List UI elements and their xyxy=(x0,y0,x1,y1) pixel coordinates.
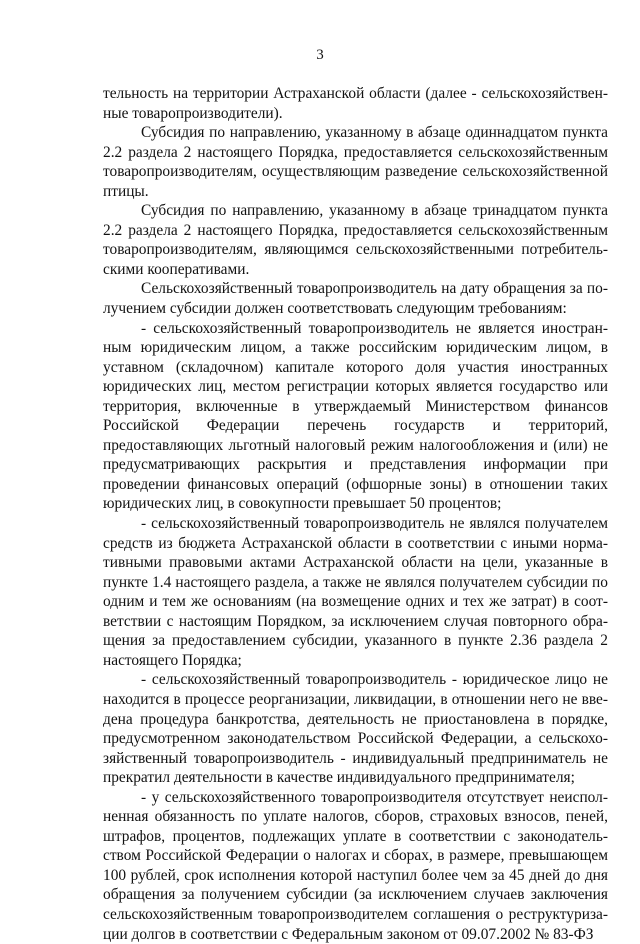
paragraph-requirement-foreign-entity: - сельскохозяйственный товаропроизводитель не является иностранным юридическим лицом, а также российским юридическим лицом, в уставном (складочном) капитале которого доля участия иностранных юридических лиц, местом регистрации которых является государство или территория, включенные в утверждаемый Министерством финансов Российской Федерации перечень государств и территорий, предоставляющих льготный налоговый режим налогообложения и (или) не предусматривающих раскрытия и представления информации при проведении финансовых операций (офшорные зоны) в отношении таких юридических лиц, в совокупности превышает 50 процентов; xyxy=(103,319,608,513)
page-number: 3 xyxy=(316,47,324,63)
paragraph-continuation: тельность на территории Астраханской области (далее - сельскохозяйственные товаропроизводители). xyxy=(103,85,608,122)
paragraph-poultry-subsidy: Субсидия по направлению, указанному в абзаце одиннадцатом пункта 2.2 раздела 2 настоящего Порядка, предоставляется сельскохозяйственным товаропроизводителям, осуществляющим разведение сельскохозяйственной птицы. xyxy=(103,124,608,200)
paragraph-requirement-reorganization: - сельскохозяйственный товаропроизводитель - юридическое лицо не находится в процессе реорганизации, ликвидации, в отношении него не введена процедура банкротства, деятельность не приостановлена в порядке, предусмотренном законодательством Российской Федерации, а сельскохозяйственный товаропроизводитель - индивидуальный предприниматель не прекратил деятельности в качестве индивидуального предпринимателя; xyxy=(103,671,608,787)
paragraph-requirements-intro: Сельскохозяйственный товаропроизводитель на дату обращения за получением субсидии должен соответствовать следующим требованиям: xyxy=(103,280,608,318)
paragraph-cooperative-subsidy: Субсидия по направлению, указанному в абзаце тринадцатом пункта 2.2 раздела 2 настоящего Порядка, предоставляется сельскохозяйственным товаропроизводителям, являющимся сельскохозяйственными потребительскими кооперативами. xyxy=(103,202,608,278)
paragraph-requirement-budget-funds: - сельскохозяйственный товаропроизводитель не являлся получателем средств из бюджета Астраханской области в соответствии с иными нормативными правовыми актами Астраханской области на цели, указанные в пункте 1.4 настоящего раздела, а также не являлся получателем субсидии по одним и тем же основаниям (на возмещение одних и тех же затрат) в соответствии с настоящим Порядком, за исключением случая повторного обращения за предоставлением субсидии, указанного в пункте 2.36 раздела 2 настоящего Порядка; xyxy=(103,515,608,669)
paragraph-requirement-tax-debt: - у сельскохозяйственного товаропроизводителя отсутствует неисполненная обязанность по уплате налогов, сборов, страховых взносов, пеней, штрафов, процентов, подлежащих уплате в соответствии с законодательством Российской Федерации о налогах и сборах, в размере, превышающем 100 рублей, срок исполнения которой наступил более чем за 45 дней до дня обращения за получением субсидии (за исключением случаев заключения сельскохозяйственным товаропроизводителем соглашения о реструктуризации долгов в соответствии с Федеральным законом от 09.07.2002 № 83-ФЗ xyxy=(103,788,608,943)
document-body xyxy=(103,84,608,944)
